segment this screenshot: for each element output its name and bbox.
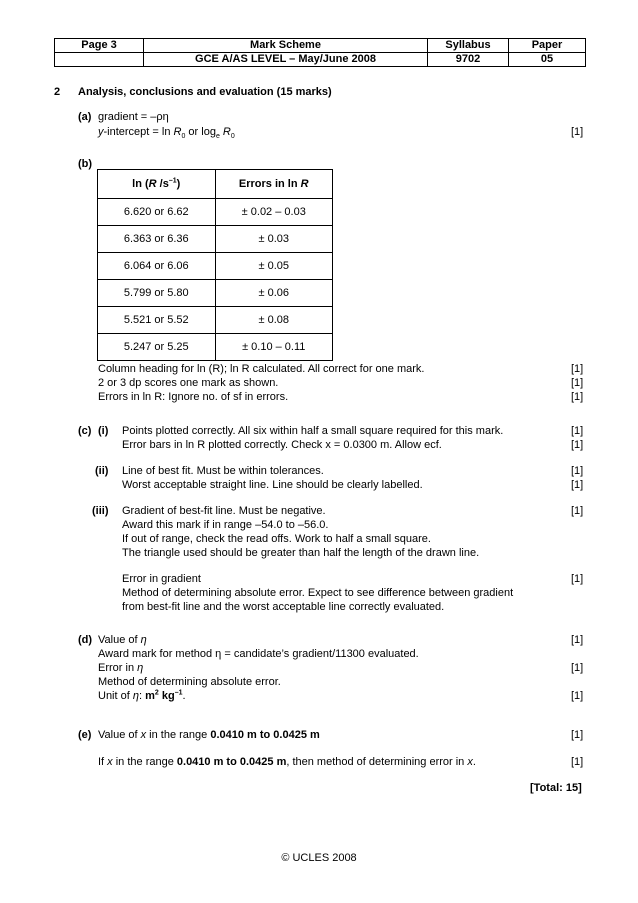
total-marks: [Total: 15] [530, 782, 582, 794]
part-c-iii-line-1: Gradient of best-fit line. Must be negative. [122, 505, 326, 517]
part-b-note-2: 2 or 3 dp scores one mark as shown. [98, 377, 279, 389]
part-e-line-2: If x in the range 0.0410 m to 0.0425 m, then method of determining error in x. [98, 756, 476, 768]
table-row [98, 226, 333, 253]
error-value: ± 0.10 – 0.11 [215, 334, 333, 361]
part-d-award: Award mark for method η = candidate’s gradient/11300 evaluated. [98, 648, 419, 660]
header-table [54, 38, 586, 67]
part-e-line-1: Value of x in the range 0.0410 m to 0.0425 m [98, 729, 320, 741]
part-b-mark-1: [1] [571, 363, 584, 375]
ln-r-value: 6.363 or 6.36 [98, 226, 216, 253]
part-d-label: (d) [78, 634, 93, 646]
part-b-label: (b) [78, 158, 93, 170]
part-c-ii-mark-1: [1] [571, 465, 584, 477]
ln-r-table [97, 169, 333, 361]
error-value: ± 0.06 [215, 280, 333, 307]
doc-title: Mark Scheme [144, 39, 428, 53]
part-c-i-mark-2: [1] [571, 439, 584, 451]
part-b-mark-3: [1] [571, 391, 584, 403]
syllabus-label: Syllabus [428, 39, 509, 53]
part-c-error-mark: [1] [571, 573, 584, 585]
part-d-mark-2: [1] [571, 662, 584, 674]
part-c-iii-line-4: The triangle used should be greater than half the length of the drawn line. [122, 547, 480, 559]
question-heading: Analysis, conclusions and evaluation (15 marks) [78, 86, 332, 98]
part-d-mark-1: [1] [571, 634, 584, 646]
part-d-value: Value of η [98, 634, 147, 646]
table-row [98, 199, 333, 226]
part-c-iii-mark: [1] [571, 505, 584, 517]
syllabus-code: 9702 [428, 53, 509, 67]
page-number: Page 3 [55, 39, 144, 53]
error-value: ± 0.02 – 0.03 [215, 199, 333, 226]
part-a-gradient: gradient = –ρη [98, 111, 169, 123]
part-c-label: (c) [78, 425, 92, 437]
error-value: ± 0.05 [215, 253, 333, 280]
ln-r-value: 5.799 or 5.80 [98, 280, 216, 307]
question-number: 2 [54, 86, 61, 98]
part-c-i-line-2: Error bars in ln R plotted correctly. Check x = 0.0300 m. Allow ecf. [122, 439, 442, 451]
paper-code: 05 [509, 53, 586, 67]
exam-title: GCE A/AS LEVEL – May/June 2008 [144, 53, 428, 67]
part-a-mark: [1] [571, 126, 584, 138]
part-e-mark-1: [1] [571, 729, 584, 741]
ln-r-value: 5.521 or 5.52 [98, 307, 216, 334]
part-d-error: Error in η [98, 662, 144, 674]
part-c-ii-line-1: Line of best fit. Must be within tolerances. [122, 465, 324, 477]
part-e-mark-2: [1] [571, 756, 584, 768]
part-a-label: (a) [78, 111, 92, 123]
part-e-label: (e) [78, 729, 92, 741]
part-d-mark-3: [1] [571, 690, 584, 702]
error-value: ± 0.03 [215, 226, 333, 253]
part-b-note-3: Errors in ln R: Ignore no. of sf in errors. [98, 391, 289, 403]
part-c-ii-line-2: Worst acceptable straight line. Line should be clearly labelled. [122, 479, 423, 491]
part-d-unit: Unit of η: $m^2$ $kg^{-1}$. [98, 689, 186, 702]
part-c-i-label: (i) [98, 425, 109, 437]
ln-r-value: 6.620 or 6.62 [98, 199, 216, 226]
col-ln-r-header: ln (R $/s^{-1}$) [98, 170, 216, 199]
table-row [98, 280, 333, 307]
part-c-iii-line-2: Award this mark if in range –54.0 to –56.0. [122, 519, 329, 531]
error-value: ± 0.08 [215, 307, 333, 334]
part-c-error-line-1: Error in gradient [122, 573, 201, 585]
table-row [98, 334, 333, 361]
part-c-iii-line-3: If out of range, check the read offs. Work to half a small square. [122, 533, 431, 545]
col-errors-header: Errors in ln R [215, 170, 333, 199]
part-c-error-line-2: Method of determining absolute error. Expect to see difference between gradient [122, 587, 514, 599]
table-row [98, 253, 333, 280]
part-a-intercept: y-intercept = $\ln R_0$ or $\log_e R_0$ [98, 126, 235, 141]
part-c-i-mark-1: [1] [571, 425, 584, 437]
header-blank [55, 53, 144, 67]
ln-r-value: 5.247 or 5.25 [98, 334, 216, 361]
part-d-method: Method of determining absolute error. [98, 676, 281, 688]
part-b-mark-2: [1] [571, 377, 584, 389]
part-c-ii-label: (ii) [95, 465, 109, 477]
part-c-error-line-3: from best-fit line and the worst acceptable line correctly evaluated. [122, 601, 445, 613]
part-c-i-line-1: Points plotted correctly. All six within half a small square required for this mark. [122, 425, 504, 437]
part-b-note-1: Column heading for ln (R); ln R calculated. All correct for one mark. [98, 363, 425, 375]
part-c-iii-label: (iii) [92, 505, 109, 517]
table-row [98, 307, 333, 334]
footer-copyright: © UCLES 2008 [281, 852, 357, 864]
part-c-ii-mark-2: [1] [571, 479, 584, 491]
paper-label: Paper [509, 39, 586, 53]
ln-r-value: 6.064 or 6.06 [98, 253, 216, 280]
